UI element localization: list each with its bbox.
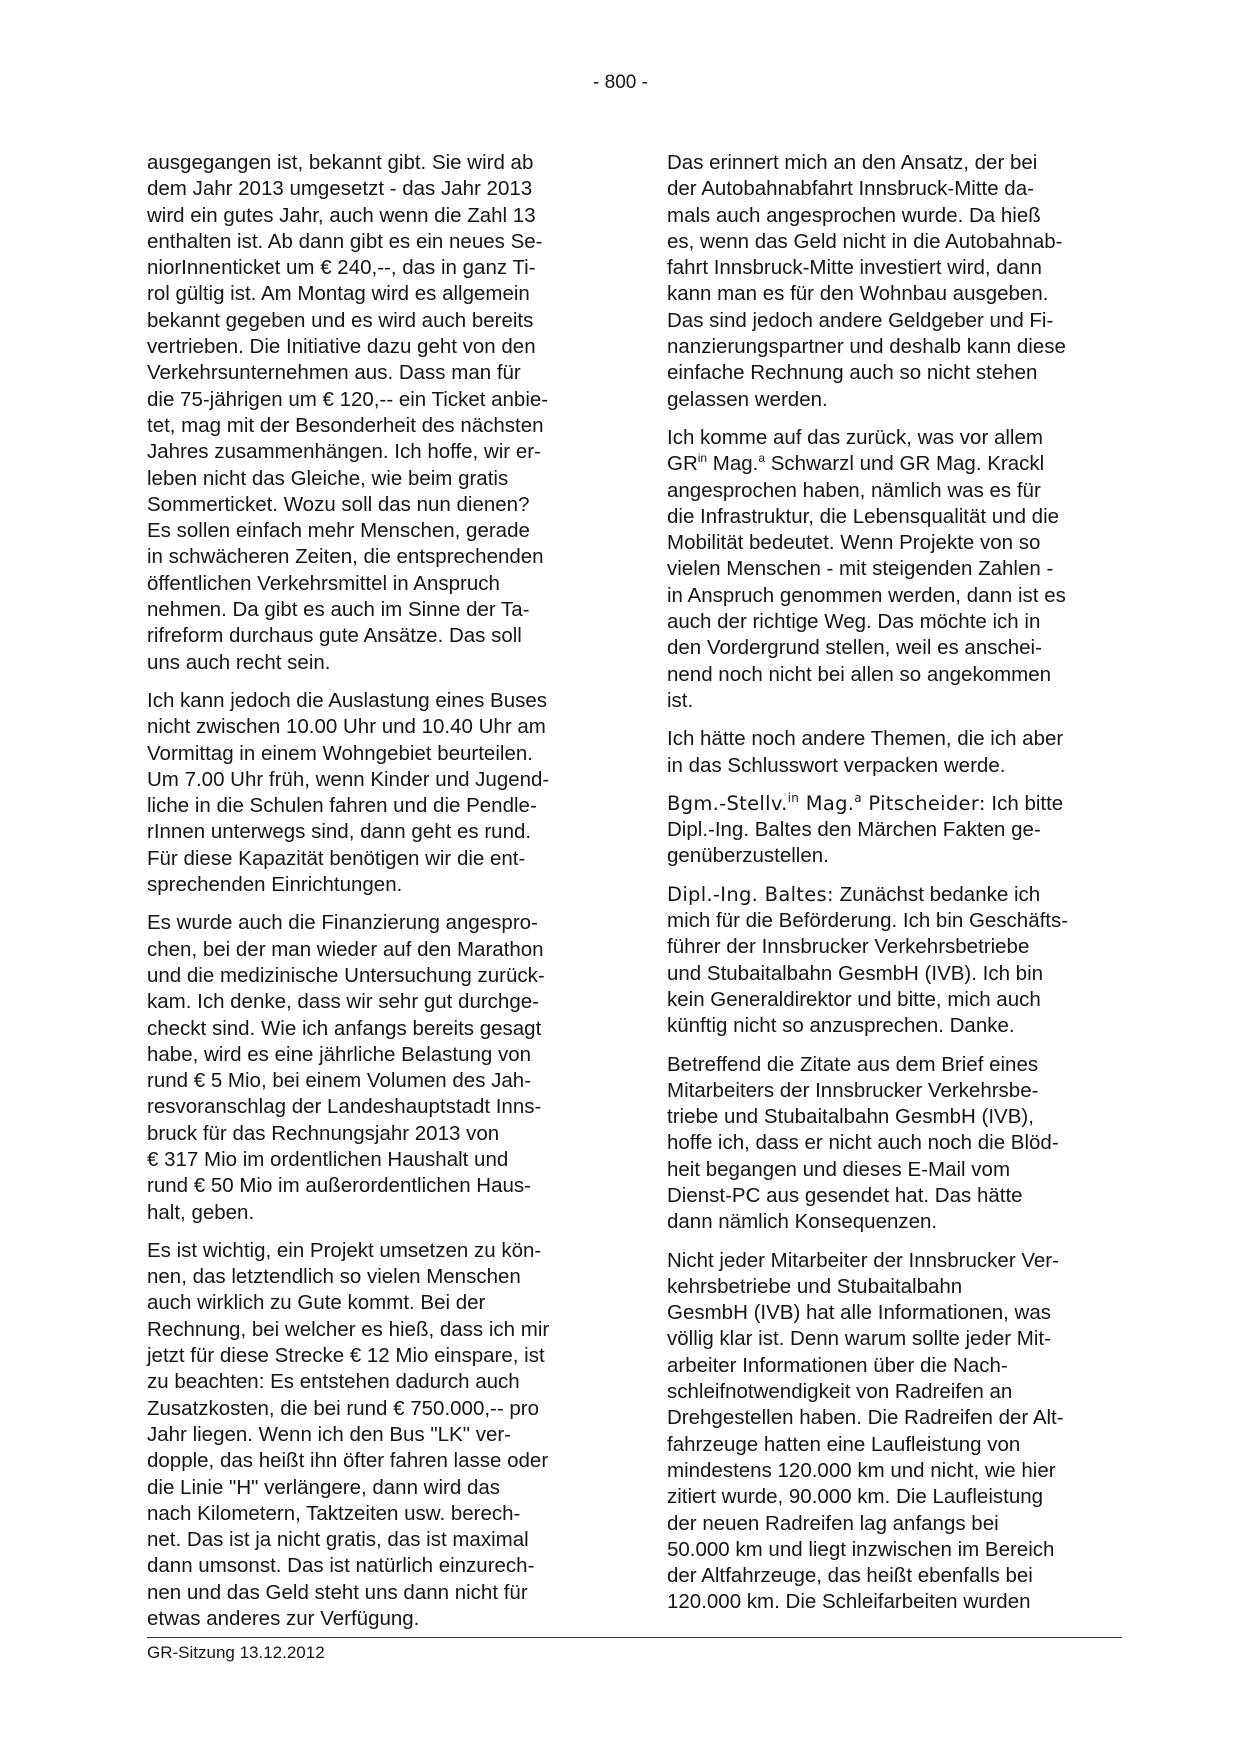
- text-line: rund € 50 Mio im außerordentlichen Haus-: [147, 1174, 531, 1198]
- speaker-name: Bgm.-Stellv.$^{in}$ Mag.$^a$ Pitscheider:: [667, 790, 986, 815]
- text-line: nehmen. Da gibt es auch im Sinne der Ta-: [147, 598, 530, 622]
- paragraph: [667, 425, 1122, 714]
- text-line: der Autobahnabfahrt Innsbruck-Mitte da-: [667, 177, 1034, 201]
- text-line: zu beachten: Es entstehen dadurch auch: [147, 1370, 520, 1394]
- text-line: Es ist wichtig, ein Projekt umsetzen zu kön-: [147, 1238, 542, 1262]
- superscript: a: [854, 790, 862, 805]
- text-line: fahrzeuge hatten eine Laufleistung von: [667, 1432, 1021, 1456]
- text-line: nach Kilometern, Taktzeiten usw. berech-: [147, 1501, 521, 1525]
- paragraph: [147, 688, 599, 898]
- text-line: und die medizinische Untersuchung zurück-: [147, 963, 545, 987]
- text-line: gelassen werden.: [667, 387, 828, 411]
- paragraph: [667, 882, 1122, 1040]
- text-line: kann man es für den Wohnbau ausgeben.: [667, 282, 1049, 306]
- text-line: Es sollen einfach mehr Menschen, gerade: [147, 519, 530, 543]
- text-line: sprechenden Einrichtungen.: [147, 873, 403, 897]
- paragraph-continuation: [667, 478, 1122, 715]
- text-fragment: GR: [667, 452, 698, 476]
- text-line: halt, geben.: [147, 1200, 255, 1224]
- text-line: dem Jahr 2013 umgesetzt - das Jahr 2013: [147, 177, 533, 201]
- text-line: nicht zwischen 10.00 Uhr und 10.40 Uhr am: [147, 715, 546, 739]
- text-line: angesprochen haben, nämlich was es für: [667, 478, 1041, 502]
- text-line: Ich hätte noch andere Themen, die ich aber: [667, 727, 1064, 751]
- text-line: tet, mag mit der Besonderheit des nächsten: [147, 413, 544, 437]
- text-line: Mobilität bedeutet. Wenn Projekte von so: [667, 531, 1041, 555]
- text-line: in schwächeren Zeiten, die entsprechenden: [147, 545, 544, 569]
- text-line: zitiert wurde, 90.000 km. Die Laufleistung: [667, 1485, 1044, 1509]
- text-line: 50.000 km und liegt inzwischen im Bereich: [667, 1537, 1055, 1561]
- text-line: Das erinnert mich an den Ansatz, der bei: [667, 151, 1038, 174]
- text-line: triebe und Stubaitalbahn GesmbH (IVB),: [667, 1105, 1034, 1129]
- text-line: [667, 882, 1122, 908]
- footer-text: GR-Sitzung 13.12.2012: [147, 1643, 325, 1662]
- text-line: schleifnotwendigkeit von Radreifen an: [667, 1380, 1013, 1404]
- text-line: Es wurde auch die Finanzierung angespro-: [147, 911, 538, 935]
- paragraph: [147, 1238, 599, 1632]
- text-line: nen und das Geld steht uns dann nicht für: [147, 1580, 528, 1604]
- text-line: Zusatzkosten, die bei rund € 750.000,-- pro: [147, 1396, 540, 1420]
- text-line: einfache Rechnung auch so nicht stehen: [667, 361, 1038, 385]
- text-line: habe, wird es eine jährliche Belastung von: [147, 1042, 532, 1066]
- text-line: mals auch angesprochen wurde. Da hieß: [667, 203, 1041, 227]
- text-line: Rechnung, bei welcher es hieß, dass ich mir: [147, 1317, 550, 1341]
- text-line: Verkehrsunternehmen aus. Dass man für: [147, 361, 521, 385]
- paragraph-continuation: [667, 817, 1122, 870]
- text-line: liche in die Schulen fahren und die Pendle-: [147, 794, 537, 818]
- text-line: € 317 Mio im ordentlichen Haushalt und: [147, 1147, 509, 1171]
- text-line: der Altfahrzeuge, das heißt ebenfalls bei: [667, 1564, 1033, 1588]
- paragraph: [667, 1052, 1122, 1236]
- text-line: uns auch recht sein.: [147, 650, 331, 674]
- paragraph: [667, 150, 1122, 413]
- text-line: wird ein gutes Jahr, auch wenn die Zahl 13: [147, 203, 536, 227]
- text-line: Nicht jeder Mitarbeiter der Innsbrucker Ver-: [667, 1248, 1059, 1272]
- paragraph: [667, 1248, 1122, 1616]
- text-line: die Infrastruktur, die Lebensqualität und die: [667, 504, 1060, 528]
- text-line: künftig nicht so anzusprechen. Danke.: [667, 1014, 1015, 1038]
- text-line: dann umsonst. Das ist natürlich einzurech-: [147, 1554, 535, 1578]
- text-line: der neuen Radreifen lag anfangs bei: [667, 1511, 999, 1535]
- text-line: Drehgestellen haben. Die Radreifen der Alt-: [667, 1406, 1064, 1430]
- text-line: Jahr liegen. Wenn ich den Bus "LK" ver-: [147, 1422, 512, 1446]
- text-line: es, wenn das Geld nicht in die Autobahnab-: [667, 229, 1063, 253]
- text-line: in Anspruch genommen werden, dann ist es: [667, 583, 1066, 607]
- text-line: kein Generaldirektor und bitte, mich auch: [667, 987, 1041, 1011]
- text-line: ausgegangen ist, bekannt gibt. Sie wird ab: [147, 151, 534, 174]
- left-column: [147, 150, 599, 1644]
- paragraph: [667, 726, 1122, 779]
- speaker-name: Dipl.-Ing. Baltes:: [667, 882, 834, 906]
- text-line: ist.: [667, 688, 694, 712]
- text-line: Für diese Kapazität benötigen wir die ent-: [147, 846, 526, 870]
- text-fragment: Schwarzl und GR Mag. Krackl: [765, 452, 1045, 476]
- text-line: heit begangen und dieses E-Mail vom: [667, 1157, 1011, 1181]
- text-line: Ich kann jedoch die Auslastung eines Buses: [147, 688, 548, 712]
- text-fragment: Mag.: [707, 452, 759, 476]
- text-line: und Stubaitalbahn GesmbH (IVB). Ich bin: [667, 961, 1044, 985]
- text-line: bruck für das Rechnungsjahr 2013 von: [147, 1121, 500, 1145]
- text-line: checkt sind. Wie ich anfangs bereits gesagt: [147, 1016, 542, 1040]
- text-line: in das Schlusswort verpacken werde.: [667, 753, 1006, 777]
- text-fragment: Zunächst bedanke ich: [833, 882, 1041, 906]
- superscript: in: [697, 451, 708, 466]
- right-column: [667, 150, 1122, 1628]
- text-line: auch wirklich zu Gute kommt. Bei der: [147, 1291, 486, 1315]
- text-line: kehrsbetriebe und Stubaitalbahn: [667, 1274, 963, 1298]
- text-line: enthalten ist. Ab dann gibt es ein neues Se-: [147, 229, 543, 253]
- text-line: führer der Innsbrucker Verkehrsbetriebe: [667, 935, 1030, 959]
- paragraph: [147, 150, 599, 676]
- text-line: [667, 791, 1122, 817]
- text-line: rund € 5 Mio, bei einem Volumen des Jah-: [147, 1069, 532, 1093]
- text-line: hoffe ich, dass er nicht auch noch die Blöd-: [667, 1131, 1059, 1155]
- paragraph: [147, 910, 599, 1226]
- text-line: resvoranschlag der Landeshauptstadt Inns-: [147, 1095, 542, 1119]
- text-line: Jahres zusammenhängen. Ich hoffe, wir er-: [147, 440, 541, 464]
- text-line: GesmbH (IVB) hat alle Informationen, was: [667, 1301, 1051, 1325]
- text-line: die 75-jährigen um € 120,-- ein Ticket anbie-: [147, 387, 549, 411]
- paragraph-continuation: [667, 908, 1122, 1039]
- text-fragment: Ich bitte: [985, 791, 1064, 815]
- footer-divider: [147, 1637, 1122, 1638]
- text-line: [667, 451, 1122, 477]
- text-line: vertrieben. Die Initiative dazu geht von den: [147, 335, 536, 359]
- text-line: Das sind jedoch andere Geldgeber und Fi-: [667, 308, 1054, 332]
- text-line: Mitarbeiters der Innsbrucker Verkehrsbe-: [667, 1078, 1039, 1102]
- page-number: - 800 -: [593, 72, 648, 93]
- text-line: rInnen unterwegs sind, dann geht es rund.: [147, 820, 532, 844]
- text-line: Sommerticket. Wozu soll das nun dienen?: [147, 492, 530, 516]
- text-line: völlig klar ist. Denn warum sollte jeder Mit-: [667, 1327, 1051, 1351]
- text-line: öffentlichen Verkehrsmittel in Anspruch: [147, 571, 500, 595]
- text-line: die Linie "H" verlängere, dann wird das: [147, 1475, 501, 1499]
- text-line: Dipl.-Ing. Baltes den Märchen Fakten ge-: [667, 818, 1041, 842]
- text-line: vielen Menschen - mit steigenden Zahlen -: [667, 557, 1054, 581]
- text-line: dann nämlich Konsequenzen.: [667, 1210, 938, 1234]
- text-line: kam. Ich denke, dass wir sehr gut durchge-: [147, 990, 539, 1014]
- text-line: dopple, das heißt ihn öfter fahren lasse oder: [147, 1449, 549, 1473]
- text-line: mindestens 120.000 km und nicht, wie hier: [667, 1458, 1056, 1482]
- text-line: niorInnenticket um € 240,--, das in ganz Ti-: [147, 256, 536, 280]
- text-line: nanzierungspartner und deshalb kann diese: [667, 335, 1066, 359]
- text-line: rifreform durchaus gute Ansätze. Das soll: [147, 624, 522, 648]
- text-line: bekannt gegeben und es wird auch bereits: [147, 308, 534, 332]
- text-line: nend noch nicht bei allen so angekommen: [667, 662, 1052, 686]
- text-line: nen, das letztendlich so vielen Menschen: [147, 1265, 521, 1289]
- text-line: fahrt Innsbruck-Mitte investiert wird, dann: [667, 256, 1042, 280]
- text-line: Ich komme auf das zurück, was vor allem: [667, 425, 1043, 449]
- text-line: net. Das ist ja nicht gratis, das ist maximal: [147, 1528, 529, 1552]
- text-line: mich für die Beförderung. Ich bin Geschäfts-: [667, 909, 1069, 933]
- text-line: Dienst-PC aus gesendet hat. Das hätte: [667, 1183, 1023, 1207]
- text-line: Betreffend die Zitate aus dem Brief eines: [667, 1052, 1039, 1076]
- text-line: auch der richtige Weg. Das möchte ich in: [667, 610, 1041, 634]
- text-line: leben nicht das Gleiche, wie beim gratis: [147, 466, 509, 490]
- superscript: a: [758, 451, 766, 466]
- text-line: genüberzustellen.: [667, 844, 829, 868]
- text-line: 120.000 km. Die Schleifarbeiten wurden: [667, 1590, 1031, 1614]
- superscript: in: [787, 790, 800, 805]
- text-line: etwas anderes zur Verfügung.: [147, 1607, 420, 1631]
- text-line: Vormittag in einem Wohngebiet beurteilen.: [147, 741, 533, 765]
- text-line: rol gültig ist. Am Montag wird es allgemein: [147, 282, 530, 306]
- paragraph: [667, 791, 1122, 870]
- text-line: chen, bei der man wieder auf den Marathon: [147, 937, 544, 961]
- text-line: arbeiter Informationen über die Nach-: [667, 1353, 1008, 1377]
- text-line: Um 7.00 Uhr früh, wenn Kinder und Jugend-: [147, 767, 550, 791]
- text-line: jetzt für diese Strecke € 12 Mio einspare, ist: [147, 1344, 545, 1368]
- text-line: den Vordergrund stellen, weil es anschei-: [667, 636, 1042, 660]
